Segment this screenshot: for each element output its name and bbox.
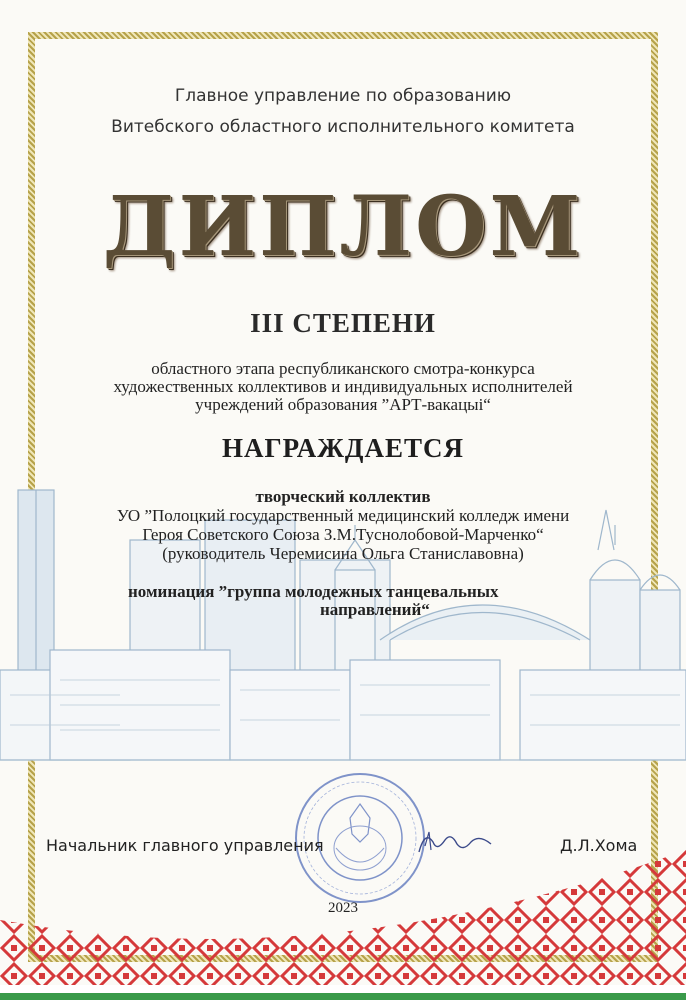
issue-year: 2023 xyxy=(328,900,358,916)
description-line1: областного этапа республиканского смотра-конкурса xyxy=(151,359,535,378)
recipient-line3: (руководитель Черемисина Ольга Станиславовна) xyxy=(162,544,524,563)
organization-name-line2: Витебского областного исполнительного комитета xyxy=(111,117,575,137)
recipient-line1: УО ”Полоцкий государственный медицинский колледж имени xyxy=(116,506,570,525)
diploma-title: ДИПЛОМ xyxy=(102,179,584,275)
award-label: НАГРАЖДАЕТСЯ xyxy=(221,433,464,463)
signatory-name: Д.Л.Хома xyxy=(560,836,638,855)
signatory-position: Начальник главного управления xyxy=(46,836,324,855)
description-line2: художественных коллективов и индивидуальных исполнителей xyxy=(113,377,573,396)
nomination-line2: направлений“ xyxy=(320,600,430,619)
handwritten-signature xyxy=(415,822,495,862)
description-line3: учреждений образования ”АРТ-вакацыі“ xyxy=(195,395,491,414)
organization-name-line1: Главное управление по образованию xyxy=(174,86,512,106)
degree-label: III СТЕПЕНИ xyxy=(250,308,436,338)
recipient-line2: Героя Советского Союза З.М.Туснолобовой-Марченко“ xyxy=(142,525,544,544)
recipient-type: творческий коллектив xyxy=(255,487,431,506)
nomination-line1: номинация ”группа молодежных танцевальных xyxy=(128,582,499,601)
